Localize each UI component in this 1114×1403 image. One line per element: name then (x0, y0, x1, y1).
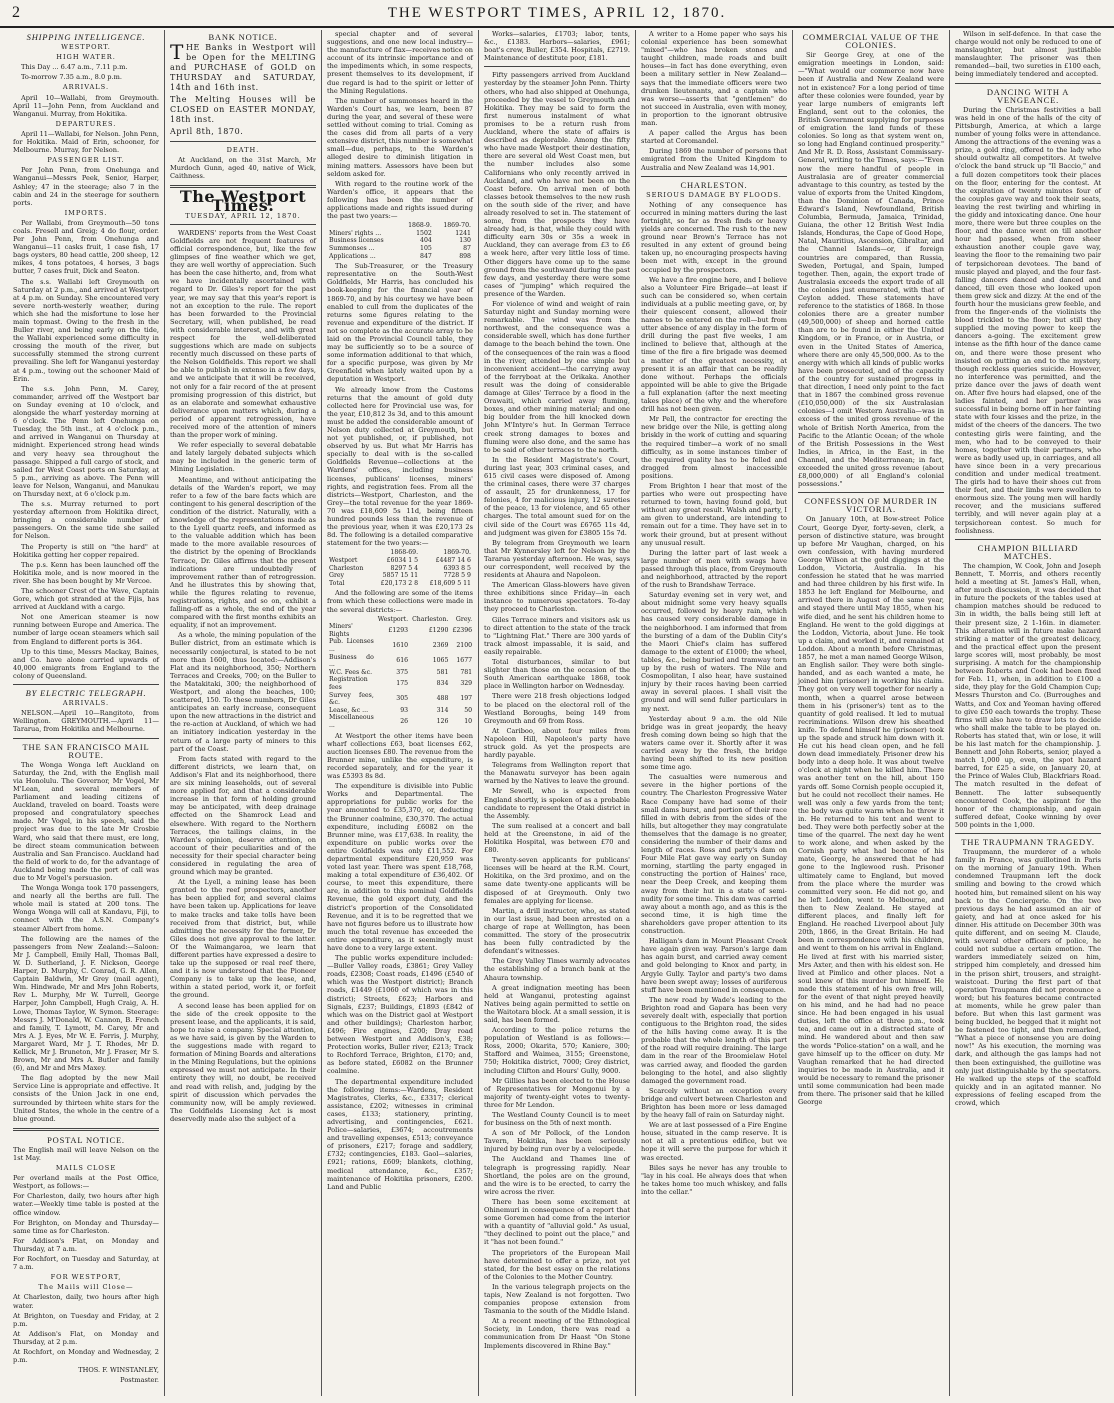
bank-notice-body: HE Banks in Westport will be Open for the MELTING and PURCHASE of GOLD on THURSDAY and SATURDAY, 14th and 16th inst. (170, 43, 316, 93)
news-paragraph: According to the police returns the population of Westland is as follows:—Ross, 2000; Okarita, 570; Kaniere, 300; Stafford and Waimea, 3155; Greenstone, 750; Hokitika district, 7000; Grey district, including Clifton and Hours' Gully, 9000. (484, 1026, 630, 1075)
article-paragraph: We are at last possessed of a Fire Engine house, situated in the camp reserve. It is not at all a pretentious edifice, but we hope it will serve the purpose for which it was erected. (641, 1121, 787, 1162)
postal-text: The English mail will leave Nelson on the 1st May. (13, 1145, 159, 1162)
arrivals-text: April 10—Wallabi, from Greymouth. April 11—John Penn, from Auckland and Wanganui. Murray, from Hokitika. (13, 93, 159, 118)
news-paragraph: Mr Sewell, who is expected from England shortly, is spoken of as a probable candidate to represent the Otaki district in the Assembly. (484, 787, 630, 820)
news-paragraph: Martin, a drill instructor, who, as stated in our last issue, had been arrested on a charge of rape at Wellington, has been committed. The story of the prosecutrix has been fully contradicted by the defendant's witnesses. (484, 906, 630, 956)
telegraph-text: NELSON.—April 10—Rangitoto, from Wellington. GREYMOUTH.—April 11—Tararua, from Hokitika and Melbourne. (13, 709, 159, 734)
news-paragraph: The proprietors of the European Mail have determined to offer a prize, not yet stated, for the best essay on the relations of the Colonies to the Mother Country. (484, 1248, 630, 1281)
news-paragraph: In the Resident Magistrate's Court, during last year, 303 criminal cases, and 615 civil cases were disposed of. Among the criminal cases, there were 37 charges of assault, 25 for drunkenness, 17 for felonies, 4 for malicious injury, 12 sureties of the peace, 13 for violence, and 65 other charges. The total amount sued for on the civil side of the Court was £6765 11s 4d, and judgment was given for £3805 15s 7d. (484, 455, 630, 537)
table-row: W.C. Fees &c. 375 581 781 (329, 668, 473, 676)
news-paragraph: In the various telegraph projects on the tapis, New Zealand is not forgotten. Two companies propose extension from Tasmania to the south of the Middle Island. (484, 1282, 630, 1316)
divider (955, 83, 1101, 84)
paper-nameplate: The Westport Times. (179, 187, 307, 215)
confession-article (798, 515, 944, 1106)
article-paragraph: Saturday evening set in very wet, and about midnight some very heavy squalls occurred, followed by heavy rain, which has caused very considerable damage in the neighborhood. I am informed that from the bursting of a dam of the Dublin City's the Maori Chief's claim has suffered damage to the extent of £1000; the wheel, tables, &c., being buried and tramway torn up by the rush of waters. The Nile and Cosmopolitan, I also hear, have sustained injury by their races having been carried away in several places. I shall visit the ground and will send fuller particulars in my next. (641, 591, 787, 713)
postal-text: At Addison's Flat, on Monday and Thursday, at 2 p.m. (13, 1329, 159, 1346)
bank-notice-text (170, 40, 316, 93)
news-paragraph: At Cariboo, about four miles from Napoleon Hill, Napoleon's party have struck gold. As yet the prospects are hardly payable. (484, 726, 630, 760)
section-heading-billiard: CHAMPION BILLIARD MATCHES. (977, 542, 1079, 561)
departures-heading: DEPARTURES. (55, 119, 117, 128)
news-paragraph: Fifty passengers arrived from Auckland yesterday by the steamer John Penn. Thirty others, who had also shipped at Onehunga, proceeded by the vessel to Greymouth and Hokitika. They may be said to form the first numerous instalment of what promises to be a return rush from Auckland, where the state of affairs is described as deplorable. Among the fifty who have made Westport their destination, there are several old West Coast men, but the number includes also some Californians who only recently arrived in Auckland, and who have not been on the Coast before. On arrival men of both classes betook themselves to the new rush on the south side of the river, and have already resolved to set in. The statement of some, from the prospects they have already had, is that, while they could with difficulty earn 30s or 35s a week in Auckland, they can average from £3 to £6 a week here, after very little loss of time. Other diggers have come up to the same ground from the southward during the past few days, and yesterday there were some cases of "jumping" which required the presence of the Warden. (484, 71, 630, 298)
newspaper-masthead (0, 0, 1114, 28)
column-1 (8, 30, 164, 1396)
table-row: Business licenses 404 130 (329, 237, 471, 245)
table-row: Total £20,173 2 8 £18,609 5 11 (329, 579, 471, 587)
news-paragraph: The American Glass-blowers have given three exhibitions since Friday—in each instance to numerous spectators. To-day they proceed to Charleston. (484, 581, 630, 614)
divider (170, 224, 316, 225)
leader-paragraph: At Westport the other items have been wharf collections £63, boat licenses £62, auction licenses £80. The revenue from the Brunner mine, unlike the expenditure, is recorded separately, and for the year it was £5393 8s 8d. (327, 731, 473, 781)
divider (955, 539, 1101, 540)
article-paragraph: The Wonga Wonga took 170 passengers, and nearly all the berths are full. The whole mail is stated at 200 tons. The Wonga Wonga will call at Kandavu, Fiji, to connect with the A.S.N. Company's steamer Albert from home. (13, 884, 159, 933)
leader-paragraph: We already know from the Customs returns that the amount of gold duty collected here for Provincial use was, for the year, £10,812 3s 3d, and to this amount must be added the considerable amount of Nelson duty collected at Greymouth, but not yet published, or, if published, not observed by us. But what Mr Harris has specially to deal with is the so-called Goldfields Revenue—collections at the Wardens' offices, including business licenses, publicans' licenses, miners' rights, and registration fees. From all the districts—Westport, Charleston, and the Grey—the total revenue for the year 1869-70 was £18,609 5s 11d, being fifteen hundred pounds less than the revenue of the previous year, when it was £20,173 2s 8d. The following is a detailed comparative statement for the two years:— (327, 385, 473, 548)
leader-paragraph: Works—salaries, £1703; labor, tents, &c., £1383. Harbors—salaries, £961; boat's crew, Buller, £354. Hospitals, £2719. Maintenance of destitute poor, £181. (484, 30, 630, 63)
bank-notice-text: The Melting Houses will be CLOSED on EASTER MONDAY, 18th inst. (170, 95, 316, 125)
article-paragraph: The champion, W. Cook, John and Joseph Bennett, T. Morris, and others recently held a meeting at St. James's Hall, when, after much discussion, it was decided that in future the pockets of the tables used at champion matches should be reduced to 3in in width, the balls being still left at their present size, 2 1-16in. in diameter. This alteration will in future make hazard striking a matter of the greatest delicacy, and the practical effect upon the present large scores will, most probably, be most surprising. A match for the championship between Roberts and Cook had been fixed for Feb. 11, when, in addition to £100 a side, they play for the Gold Champion Cup; Messrs Thurston and Co. (Burroughes and Watts, and Cox and Yeoman having offered to give £50 each towards the trophy. These firms will also have to draw lots to decide who shall make the table to be played on. Roberts has stated that, win or lose, it will be his last match for the championship. J. Bennett and John Roberts, senior, played a match 1,000 up, even, the spot hazard barred, for £25 a side, on January 20, at the Prince of Wales Club, Blackfriars Road. The match resulted in the defeat of Bennett. The latter subsequently encountered Cook, the aspirant for the honor of the championship, and again suffered defeat, Cooke winning by over 500 points in the 1,000. (955, 561, 1101, 829)
table-row: Grey 5857 15 11 7728 5 9 (329, 572, 471, 580)
news-paragraph: A great indignation meeting has been held at Wanganui, protesting against Natives being again permitted to settle on the Waitotara block. At a small session, it is said, has been formed. (484, 983, 630, 1024)
postal-text: At Rochfort, on Monday and Wednesday, 2 p.m. (13, 1347, 159, 1365)
leader-paragraph: At the Lyell, a mining lease has been granted to the reef prospectors, another has been applied for, and several claims have been taken up. Applications for leave to make tracks and take tolls have been received from that district, but, while admitting the necessity for the former, Dr Giles does not give approval to the latter. Of the Waimangaroa, we learn that different parties have expressed a desire to take up the supposed or real reef there, and it is now understood that the Pioneer Company is to take up the lease, and, within a stated period, work it, or forfeit the ground. (170, 878, 316, 1000)
shipping-news: Not one American steamer is now running between Europe and America. The number of large ocean steamers which sail from England to different ports is 364. (13, 613, 159, 646)
divider (484, 66, 630, 67)
table-row: Survey fees, &c. 305 488 197 (329, 691, 473, 707)
leader-paragraph: special chapter and of several suggestions, and one new local industry—the manufacture of flax—receives notice on account of its intrinsic importance and of the impediments which, in some respects, present themselves to its development, if due regard is had to the spirit or letter of the Mining Regulations. (327, 30, 473, 95)
table-row: Business do ... 616 1065 1677 (329, 653, 473, 669)
section-heading-bank: BANK NOTICE. (208, 32, 278, 42)
warden-applications-table (327, 222, 473, 260)
leader-paragraph: With regard to the routine work of the Warden's office, it appears that the following has been the number of applications made and rights issued during the past two years:— (327, 179, 473, 221)
article-paragraph: Wilson in self-defence. In that case the charge would not only be reduced to one of manslaughter, but almost justifiable manslaughter. The prisoner was then remanded—bail, two sureties in £100 each, being immediately tendered and accepted. (955, 30, 1101, 79)
postal-text: For Brighton, on Monday and Thursday—same time as for Charleston. (13, 1218, 159, 1235)
table-row: Pub. Licenses ... 1610 2369 2100 (329, 638, 473, 654)
column-3 (321, 30, 478, 1396)
table-header-row: 1868-9. 1869-70. (408, 222, 471, 230)
news-paragraph: There has been some excitement at Ohinemuri in consequence of a report that some Goremen had come from the interior with a quantity of "alluvial gold." As usual, "they declined to point out the place," and it "has not been found." (484, 1197, 630, 1247)
table-row: Miners' rights ... 1502 1241 (329, 229, 471, 237)
place-heading: WESTPORT. (61, 43, 111, 52)
columns (8, 30, 1106, 1396)
arrivals-heading: ARRIVALS. (62, 83, 110, 92)
news-paragraph: During 1869 the number of persons that emigrated from the United Kingdom to Australia and New Zealand was 14,901. (641, 147, 787, 172)
postal-text: For Addison's Flat, on Monday and Thursday, at 7 a.m. (13, 1236, 159, 1253)
article-paragraph: The casualties were numerous and severe in the higher portions of the country. The Charleston Progressive Water Race Company have had some of their small dams burst, and portion of their race filled in with debris from the sides of the hills, but altogether they may congratulate themselves that the damage is no greater, considering the number of their dams and length of races. Ross and party's dam on Four Mile Flat gave way early on Sunday morning, startling the party engaged in constructing the portion of Haines' race, near the Deep Creek, and keeping them away from their hut in a state of semi-nudity for some time. This dam was carried away about a month ago, and as this is the second time, it is high time the shareholders gave proper attention to its construction. (641, 773, 787, 936)
news-paragraph: Giles Terrace miners and visitors ask us to direct attention to the state of the track to "Lightning Flat." There are 300 yards of track almost impassable, it is said, and easily repairable. (484, 615, 630, 656)
leader-paragraph: WARDENS' reports from the West Coast Goldfields are not frequent features of official correspondence, but, like the few glimpses of fine weather which we get, they are well worthy of appreciation. Such has been the case hitherto, and, from what we have incidentally ascertained with regard to Dr. Giles's report for the past year, we may say that this year's report is not an exception to the rule. The report has been forwarded to the Provincial Secretary, will, when published, be read with considerable interest, and with great respect for the well-deliberated suggestions which are made on subjects recently much discussed on these parts of the Nelson Goldfields. This report we shall be able to publish in extenso in a few days, and we anticipate that it will be received, not only for a fair record of the at present promising progression of this district, but as an elaborate and somewhat exhaustive deliverance upon matters which, during a period of apparent retrogression, have received more of the attention of miners than the proper work of mining. (170, 228, 316, 440)
shipping-news: The s.s. John Penn, M. Carey, commander, arrived off the Westport bar on Sunday evening at 10 o'clock, and alongside the wharf yesterday morning at 6 o'clock. The Penn left Onehunga on Tuesday, the 5th inst., at 4 o'clock p.m., and arrived in Wanganui on Thursday at midnight. Experienced strong head winds and very heavy sea throughout the passage. Shipped a full cargo of stock, and sailed for West Coast ports on Saturday, at 5 p.m., arriving as above. The Penn will leave for Nelson, Wanganui, and Manukau on Thursday next, at 6 o'clock p.m. (13, 384, 159, 498)
high-water-tomorrow: To-morrow 7.35 a.m., 8.0 p.m. (21, 73, 122, 82)
mails-close-heading: MAILS CLOSE (55, 1164, 117, 1173)
passenger-text: Per John Penn, from Onehunga and Wanganui—Messrs Peek, Senior, Harper, Ashley; 47 in the steerage; also 7 in the cabin and 24 in the steerage for southern ports. (13, 166, 159, 207)
postmaster-role: Postmaster. (120, 1376, 159, 1385)
article-paragraph: Mr Pell, the contractor for erecting the new bridge over the Nile, is getting along briskly in the work of cutting and squaring the required timber—a work of no small difficulty, as in some instances timber of the required quality has to be felled and dragged from almost inaccessible positions. (641, 415, 787, 480)
high-water-heading: HIGH WATER. (56, 53, 116, 62)
high-water-today: This Day ... 6.47 a.m., 7.11 p.m. (21, 63, 128, 72)
article-paragraph: Sir George Grey, at one of the emigration meetings in London, said:—"What would our commerce now have been if Australia and New Zealand were not in existence? For a long period of time after these colonies were founded, year by year large numbers of emigrants left England, sent out to the colonies, the British Government supplying for purposes of emigration the land funds of these colonies. So long as that system went on, so long had England continued prosperity." And Mr R. D. Ross, Assistant Commissary-General, writing to the Times, says:—"Even now the mere handful of people in Australasia are of greater commercial advantage to this country, as tested by the value of exports from the United Kingdom, than the Dominion of Canada, Prince Edward's Island, Newfoundland, British Columbia, Bermuda, Jamaica, Trinidad, Guiana, the other 12 British West India Islands, Honduras, the Cape of Good Hope, Natal, Mauritius, Ascension, Gibraltar, and the Channel Islands—or, if foreign countries are compared, than Russia, Sweden, Portugal, and Spain, lumped together. Then, again, the export trade of Australasia exceeds the export trade of all the colonies just enumerated, with that of Ceylon added. These statements have reference to the statistics of 1868. In those colonies there are a greater number (49,500,000) of sheep and horned cattle than are to be found in either the United Kingdom, or in France, or in Austria, or even in the United States of America, where there are only 45,500,000. As to the energy with which all kinds of public works have been prosecuted, and of the capacity of the country for sustained progress in that direction, I need only point to the fact that in 1867 the combined gross revenue (£10,050,000) of the six Australasian colonies—I omit Western Australia—was in excess of the united gross revenue of the whole of British North America, from the Pacific to the Atlantic Ocean; of the whole of the British Possessions in the West Indies, in Africa, in the East, in the Channel, and the Mediterranean; in fact, exceeded the united gross revenue (about £8,000,000) of all England's colonial possessions." (798, 51, 944, 489)
news-paragraph: The Auckland and Thames line of telegraph is progressing rapidly. Near Shortland, the poles are on the ground, and the wire is to be erected, to carry the wire across the river. (484, 1155, 630, 1196)
section-heading-charleston: CHARLESTON. (680, 179, 748, 190)
imports-heading: IMPORTS. (64, 208, 108, 217)
article-paragraph: The new road by Wade's leading to the Brighton road and Gapara has been very severely dealt with, especially that portion contiguous to the Brighton road, the sides of the hills having come away. It is the probable that the whole length of this part of the road will require draining. The large dam in the rear of the Broomielaw Hotel was carried away, and flooded the garden belonging to the hotel, and also slightly damaged the government road. (641, 995, 787, 1085)
article-paragraph: Traupmann, the murderer of a whole family in France, was guillotined in Paris on the morning of January 19th. When condemned Traupmann left the dock smiling and bowing to the crowd which hooted him, but remained silent on his way back to the Conciergerie. On the two previous days he had assumed an air of gaiety, and had at once asked for his dinner. His attitude on December 30th was quite different, and on seeing M. Claude, with several other officers of police, he could not subdue a certain emotion. The warders immediately seized on him, stripped him completely, and dressed him in the prison shirt, trousers, and straight-waistcoat. During the first part of that operation Traupmann did not pronounce a word; but his features became contracted at moments, while he grew paler than before. But when this last garment was being buckled, he begged that it might not be fastened too tight, and then remarked, "What a piece of nonsense you are doing now!" As his execution, the morning was dark, and although the gas lamps had not then been extinguished, the guillotine was only just distinguishable by the spectators. He walked up the steps of the scaffold quickly and in an agitated manner. No expressions of feeling escaped from the crowd, which (955, 848, 1101, 1107)
column-2 (164, 30, 321, 1396)
divider (641, 176, 787, 177)
news-paragraph: The Westland County Council is to meet for business on the 5th of next month. (484, 1111, 630, 1128)
death-heading: DEATH. (226, 146, 260, 155)
shipping-news: The p.s. Kenn has been launched off the Hokitika mole, and is now moored in the river. She has been bought by Mr Vercoe. (13, 560, 159, 585)
news-paragraph: Mr Gillies has been elected to the House of Representatives for Mongonui by a majority of twenty-eight votes to twenty-three for Mr Lendon. (484, 1076, 630, 1109)
shipping-news: The s.s. Wallabi left Greymouth on Saturday at 2 p.m., and arrived at Westport at 4 p.m. on Sunday. She encountered very severe north-westerly weather, during which she had the misfortune to lose her main topmast. Owing to the fresh in the Buller river, and being early on the tide, the Wallabi experienced some difficulty in crossing the mouth of the river, but successfully stemmed the strong current prevailing. She left for Wanganui yesterday at 4 p.m., towing out the schooner Maid of Erin. (13, 277, 159, 383)
news-paragraph: By telegram from Greymouth we learn that Mr Kynnersley left for Nelson by the Tararua yesterday afternoon. He was, says our correspondent, well received by the residents at Ahaura and Napoleon. (484, 538, 630, 580)
table-header-row: Westport. Charleston. Grey. (377, 615, 473, 623)
divider (955, 833, 1101, 834)
leader-paragraph: The departmental expenditure included the following items:—Wardens, Resident Magistrates, Clerks, &c., £3317; clerical assistance, £202; witnesses in criminal cases, £133; stationery, printing, advertising, and contingencies, £621. Police—salaries, £3674; accoutrements and travelling expenses, £513; conveyance of prisoners, £217; forage and saddlery, £732; contingencies, £183. Gaol—salaries, £921; rations, £609; blankets, clothing, medical attendance, &c., £357; maintenance of Hokitika prisoners, £200. Land and Public (327, 1077, 473, 1191)
article-paragraph: Scarcely without an exception every bridge and culvert between Charleston and Brighton has been more or less damaged by the heavy fall of rain on Saturday night. (641, 1086, 787, 1120)
news-paragraph: The Grey Valley Times warmly advocates the establishing of a branch bank at the Ahaura township. (484, 957, 630, 982)
telegraph-arrivals-heading: ARRIVALS. (62, 699, 110, 708)
leader-paragraph: A second lease has been applied for on the side of the creek opposite to the present lease, and the applicants, it is said, hope to raise a company. Special attention, as we have said, is given by the Warden to the suggestions made with regard to formation of Mining Boards and alterations in the Mining Regulations, but the opinions expressed we must not anticipate. In their entirety they will, no doubt, be received and read with relish, and, judging by the spirit of discussion which pervades the community now, will be amply reviewed. The Goldfields Licensing Act is most deservedly made also the subject of a (170, 1001, 316, 1123)
table-row: Applications ... 847 898 (329, 252, 471, 260)
article-paragraph: During the Christmas festivities a ball was held in one of the halls of the city of Pittsburgh, America, at which a large number of young folks were in attendance. Among the attractions of the evening was a prize, a gold ring, offered to the lady who should outwaltz all competitors. At twelve o'clock the band struck up "Il Baccio," and a full dozen competitors took their places on the floor, entering for the contest. At the expiration of twenty minutes four of the couples gave way and took their seats, leaving the rest twirling and whirling in the giddy and intoxicating dance. One hour more, there were but three couples on the floor, and the dance went on till another hour had passed, when from sheer exhaustion another couple gave way, leaving the floor to the remaining two pair of terpsichorean devotees. The band of music played and played, and the four fast-falling dancers danced and danced and danced, till even those who looked upon them grew sick and dizzy. At the end of the fourth hour the musicians grew feeble, and from the finger-ends of the violinists the blood trickled to the floor; but still they supplied the moving power to keep the dancers a-going. The excitement grew intense as the fifth hour of the dance came on, and there were those present who insisted on putting an end to the mystery, though reckless queries suicide. However, no interference was permitted, and the prize dance over the jaws of death went on. After five hours had elapsed, one of the ladies fainted, and her partner was successful in being borne off in her fainting state with four kisses and the prize, in the midst of the cheers of the dancers. The two contesting girls were fainting, and the men, who had to be conveyed to their homes, together with their partners, who were as badly used up, in carriages, and all have since been in a very precarious condition and under medical treatment. The girls had to have their shoes cut from their feet, and their limbs were swollen to enormous size. The young men will hardly recover, and the musicians suffered terribly, and will never again play at a terpsichorean contest. So much for foolishness. (955, 105, 1101, 535)
table-row: Miners' Rights £1293 £1290 £2396 (329, 623, 473, 638)
table-row: Westport £6034 1 5 £4487 14 6 (329, 557, 471, 564)
divider (798, 492, 944, 493)
article-paragraph: The Wonga Wonga left Auckland on Saturday, the 2nd, with the English mail via Honolulu. The Governor, Mr Vogel, Mr M'Lean, and several members of Parliament and leading citizens of Auckland, traveled on board. Toasts were proposed and congratulatory speeches made. Mr Vogel, in his speech, said the project was due to the late Mr Crosbie Ward, who said that there must, ere long, be direct steam communication between Australia and San Francisco. Auckland had the field of work to do, for the advantage of Auckland being made the port of call was due to Mr Vogel's persuasion. (13, 760, 159, 882)
article-paragraph: From Brighton I hear that most of the parties who were out prospecting have returned to town, having found gold, but without any great result. Walsh and party, I am given to understand, are intending to remain out for a time. They have set in to work their ground, but at present without any unusual result. (641, 481, 787, 547)
departures-text: April 11—Wallabi, for Nelson. John Penn, for Hokitika. Maid of Erin, schooner, for Melbourne. Murray, for Nelson. (13, 129, 159, 155)
news-paragraph: Telegrams from Wellington report that the Manawatu surveyor has been again warned by the Natives to leave the ground. (484, 761, 630, 786)
section-heading-telegraph: BY ELECTRIC TELEGRAPH. (25, 688, 147, 699)
divider (13, 738, 159, 739)
leader-paragraph: And the following are some of the items from which these collections were made in the several districts:— (327, 589, 473, 614)
news-paragraph: At a recent meeting of the Ethnological Society, in London, there was read a communication from Dr Haast "On Stone Implements discovered in Rhine Bay." (484, 1317, 630, 1350)
article-paragraph: During the latter part of last week a large number of men with swags have passed through this place, from Greymouth and neighborhood, attracted by the report of the rush to Brandshaw Terrace. (641, 548, 787, 590)
page-number: 2 (12, 4, 20, 21)
shipping-news: The schooner Crest of the Wave, Captain Gore, which got stranded at the Fijis, has arrived at Auckland with a cargo. (13, 587, 159, 612)
revenue-comparison-table (327, 549, 473, 587)
section-heading-dancing: DANCING WITH A VENGEANCE. (986, 86, 1070, 105)
leader-paragraph: The Sub-Treasurer, or the Treasury representative on the South-West Goldfields, Mr Harris, has concluded his book-keeping for the financial year of 1869-70, and by his courtesy we have been enabled to cull from the duplicates of the returns some figures relating to the revenue and expenditure of the district. If not so complete as the accurate array to be laid on the Provincial Council table, they may be sufficiently so to be a source of some information additional to that which, for a specific purpose, was given by Mr Greenfield when lately waited upon by a deputation in Westport. (327, 262, 473, 384)
section-heading-san-francisco: THE SAN FRANCISCO MAIL ROUTE. (22, 741, 150, 760)
article-paragraph: Yesterday about 9 a.m. the old Nile bridge was in great jeopardy, the heavy fresh coming down being so high that the waters came over it. Shortly after it was carried away by the fresh, the bridge having been shifted to its new position some time ago. (641, 714, 787, 772)
local-news-list (484, 71, 630, 1349)
divider (13, 684, 159, 685)
table-row: Charleston 8297 5 4 6393 8 5 (329, 564, 471, 572)
table-row: Registration fees 175 834 329 (329, 676, 473, 691)
shipping-news: The Property is still on "the hard" at Hokitika getting her copper repaired. (13, 542, 159, 559)
bank-notice-date: April 8th, 1870. (170, 127, 244, 137)
divider (13, 1128, 159, 1131)
charleston-subheading: SERIOUS DAMAGE BY FLOODS. (646, 190, 782, 199)
drop-cap: T (170, 40, 184, 65)
table-header-row: 1868-69. 1869-70. (390, 549, 471, 557)
commercial-value-article (798, 51, 944, 488)
section-heading-shipping: SHIPPING INTELLIGENCE. (26, 32, 146, 42)
shipping-news: Up to this time, Messrs Mackay, Baines, and Co. have alone carried upwards of 40,000 emigrants from England to the colony of Queensland. (13, 647, 159, 680)
newspaper-title: THE WESTPORT TIMES, APRIL 12, 1870. (387, 5, 727, 21)
postal-text: For Rochfort, on Tuesday and Saturday, at 7 a.m. (13, 1255, 159, 1272)
section-heading-confession: CONFESSION OF MURDER IN VICTORIA. (804, 496, 938, 515)
postal-text: Per overland mails at the Post Office, Westport, as follows:— (13, 1174, 159, 1191)
divider (170, 141, 316, 142)
section-heading-postal: POSTAL NOTICE. (47, 1134, 125, 1145)
imports-text: Per Wallabi, from Greymouth—50 tons coals. Fresell and Greig; 4 do flour, order. Per John Penn, from Onehunga and Wanganui—11 casks fruit, 1 case fish, 17 bags oysters, 80 head cattle, 200 sheep, 12 mikes, 4 tons potatoes, 4 horses, 3 bags butter, 7 cases fruit, Dick and Seaton. (13, 218, 159, 276)
column-7 (949, 30, 1106, 1396)
news-paragraph: There were 218 fresh objections lodged to be placed on the electoral roll of the Westland Boroughs, being 149 from Greymouth and 69 from Ross. (484, 692, 630, 725)
article-paragraph: Biles says he never has any trouble to "lay in his coal. He always does that when he takes home too much whiskey, and falls into the cellar." (641, 1163, 787, 1196)
table-row: Lease, &c ... 93 314 50 (329, 706, 473, 714)
news-paragraph: A paper called the Argus has been started at Coromandel. (641, 129, 787, 146)
article-paragraph: Halligan's dam in Mount Pleasant Creek have again given way. Parson's large dam has again burst, and carried away cement and gold belonging to Knox and party, in Argyle Gully. Taylor and party's two dams have been swept away; losses of auriferous stuff have been mentioned in consequence. (641, 937, 787, 994)
charleston-article (641, 201, 787, 1196)
leader-paragraph: The expenditure is divisible into Public Works and Departmental. The appropriations for public works for the year amounted to £35,370, or, deducting the Brunner coalmine, £30,370. The actual expenditure, including £6082 on the Brunner mine, was £17,638. In reality, the expenditure on public works over the entire Goldfields was only £11,552. For departmental expenditure £20,959 was voted last year. There was spent £18,768, making a total expenditure of £36,402. Of course, to meet this expenditure, there are, in addition to this nominal Goldfields Revenue, the gold export duty, and the district's proportion of the Consolidated Revenue, and it is to be regretted that we have not figures before us to illustrate how much the total revenue has exceeded the entire expenditure, as it seemingly must have done to a very large extent. (327, 782, 473, 952)
column-4 (478, 30, 635, 1396)
leader-paragraph: We refer especially to several debatable and lately largely debated subjects which may be included in the generic term of Mining Legislation. (170, 441, 316, 474)
death-notice: At Auckland, on the 31st March, Mr Murdoch Gunn, aged 40, native of Wick, Caithness. (170, 156, 316, 181)
section-heading-commercial-value: COMMERCIAL VALUE OF THE COLONIES. (802, 32, 940, 51)
passenger-heading: PASSENGER LIST. (47, 156, 125, 165)
leader-paragraph: From facts stated with regard to the different districts, we learn that, on Addison's Flat and its neighborhood, there are six mining leaseholds, out of several more applied for, and that a considerable increase in that form of holding ground may be anticipated, with deep drainage effected on the Shamrock Lead and elsewhere. With regard to the Northern Terraces, the tailings claims, in the Warden's opinion, deserve attention, on account of their peculiarities and of the necessity for their special character being considered in regulating the area of ground which may be granted. (170, 754, 316, 877)
article-paragraph: On January 10th, at Bow-street Police Court, George Dyer, forty-seven, clerk, a person of distinctive stature, was brought up before Mr Vaughan, charged, on his own confession, with having murdered George Wilson at the gold diggings at the Loddon, Victoria, Australia. In his confession he stated that he was married and had three children by his first wife. In 1853 he left England for Melbourne, and arrived there in August of the same year, and stayed there until May 1855, when his wife died, and he sent his children home to England. He went to the gold diggings at the Loddon, Victoria, about June. He took up a claim, and worked it, and remained at Loddon. About a month before Christmas, 1857, he met a man named George Wilson, an English sailor. They were both single-handed, and as each wanted a mate, he joined him (prisoner) in working his claim. They got on very well together for nearly a month, when a quarrel arose between them in his (prisoner's) tent as to the quantity of gold realised. It led to mutual recriminations. Wilson drew his sheathed knife. To defend himself he (prisoner) took up the spade and struck him down with it. He cut his head clean open, and he fell down dead immediately. Prisoner drew his body into a deep hole. It was about twelve o'clock at night when he killed him. There was another tent on the hill, about 150 yards off. Some Cornish people occupied it, but he could not recollect their names. He well was only a few yards from the tent; the body was quite warm when he threw it in. He returned to his tent and went to bed. They were both perfectly sober at the time of the quarrel. The next day he went to work alone, and when asked by the Cornish party what had become of his mate, George, he answered that he had gone to the Inglewood rush. Prisoner ultimately came to England, but moved from the place where the murder was committed very soon. He did not go, and he left Loddon, went to Melbourne, and then to New Zealand. He stayed at different places, and finally left for England. He reached Liverpool about July 20th, 1866, in the Great Britain. He had been in correspondence with his children, and went to them on his arrival in England. He lived at first with his married sister, Mrs Axter, and then with his eldest son. He lived at Pimlico and other places. Not a soul knew of this murder but himself. He made this statement of his own free will, for the event of that night preyed heavily on his mind, and he had had no peace since. He had been engaged in his usual duties, left the office at three p.m., took tea, and came out in a distracted state of mind. He wandered about and then saw the words "Police-station" on a wall, and he gave himself up to the officer on duty. Mr Vaughan remarked that he had directed inquiries to be made in Australia, and it would be necessary to remand the prisoner until some communication had been made from there. The prisoner said that he killed George (798, 515, 944, 1107)
news-paragraph: Twenty-seven applicants for publicans' licenses will be heard at the R.M. Court, Hokitika, on the 3rd proximo, and on the same date twenty-one applicants will be disposed of at Greymouth. Only two females are applying for license. (484, 856, 630, 905)
postal-text: At Brighton, on Tuesday and Friday, at 2 p.m. (13, 1311, 159, 1328)
district-items-table (327, 616, 474, 730)
news-paragraph: The sum realised at a concert and ball held at the Greenstone, in aid of the Hokitika Hospital, was between £70 and £80. (484, 821, 630, 855)
table-row: Summonses ... 105 87 (329, 244, 471, 252)
article-paragraph: The flag adopted by the new Mail Service Line is appropriate and effective. It consists of the Union Jack in one end, surrounded by thirteen white stars for the United States, the whole in the centre of a blue ground. (13, 1074, 159, 1123)
news-list (641, 30, 787, 172)
leader-paragraph: The public works expenditure included:—Buller Valley roads, £3861; Grey Valley roads, £2308; Coast roads, £1496 (£540 of which was the Westport district); Branch roads, £1449 (£1060 of which was in this district); Streets, £623; Harbors and Signals, £237; Buildings, £1893 (£842 of which was on the District gaol at Westport and other buildings); Charleston harbor, £496; Fire engines, £200; Dray road between Westport and Addison's, £38; Protection works, Buller river, £213; Track to Rochford Terrace, Brighton, £170; and, as before stated, £6082 on the Brunner coalmine. (327, 954, 473, 1076)
table-row: Miscellaneous ... 26 126 10 (329, 714, 473, 729)
postmaster-signature: THOS. F. WINSTANLEY, (78, 1366, 159, 1375)
for-westport-subheading: The Mails will Close— (38, 1283, 134, 1292)
article-paragraph: Nothing of any consequence has occurred in mining matters during the last fortnight, so far as fresh finds or heavy yields are concerned. The rush to the new ground near Brown's Terrace has not resulted in any extent of ground being taken up, no encouraging prospects having been met with, except in the ground occupied by the prospectors. (641, 200, 787, 274)
for-westport-heading: FOR WESTPORT, (50, 1273, 122, 1282)
column-5 (635, 30, 792, 1396)
article-paragraph: The following are the names of the passengers from New Zealand:—Saloon: Mr J. Campbell, Emily Hall, Thomas Ball, W. D. Sutherland, J. F. Nickson, George Harper, D. Murphy, C. Conrad, G. R. Allen, Captain Baldwin, Mr Grey (mail agent), Wm. Hindwade, Mr and Mrs John Roberts, Rev L. Murphy, Mr W. Turrell, George Harper, John Campbell, Hugh Craig, A. H. Lowe, Thomas Taylor, W. Symon. Steerage: Messrs J. M'Donald, W. Cannon, B. French and family, T. Lymott, M. Carey, Mr and Mrs A. J. Eyes, Mr W. E. Ferris, J. Murphy, Margaret Ward, Mr J. T. Rhodes, Mr D. Kellick, Mr J. Bruneton, Mr J. Fraser, Mr S. Brown, Mr and Mrs A. Butler and family (6), and Mr and Mrs Maxey. (13, 934, 159, 1073)
postal-text: At Charleston, daily, two hours after high water. (13, 1293, 159, 1310)
leader-paragraph: Meantime, and without anticipating the details of the Warden's report, we may refer to a few of the bare facts which are contingent to his general description of the condition of the district. Naturally, with a knowledge of the representations made as to the Lyell quartz reefs, and informed as to the valuable addition which has been made to the more available resources of the district by the opening of Brocklands Terrace, Dr. Giles affirms that the present indications are undoubtedly of improvement rather than of retrogression. And he illustrates this by showing that, while the figures relating to revenue, registrations, rights, and so on, exhibit a falling-off as a whole, the end of the year compared with the first months exhibits an equality, if not an improvement. (170, 475, 316, 630)
section-heading-traupmann: THE TRAUPMANN TRAGEDY. (961, 837, 1095, 847)
leader-paragraph: The number of summonses heard in the Warden's Court has, we learn, been 87 during the year, and several of these were settled without coming to trial. Coming as the cases did from all parts of a very extensive district, this number is somewhat small—due, perhaps, to the Warden's alleged desire to diminish litigation in mining matters. Assessors have been but seldom asked for. (327, 96, 473, 178)
postal-text: For Charleston, daily, two hours after high water.—Weekly time table is posted at the office window. (13, 1192, 159, 1217)
shipping-news: The s.s. Murray returned to port yesterday afternoon from Hokitika direct, bringing a considerable number of passengers. On the same tide she sailed for Nelson. (13, 500, 159, 541)
article-paragraph: We have a fire engine here, and I believe also a Volunteer Fire Brigade—at least if such can be considered so, when certain individuals at a public meeting gave, or, by their quiescent consent, allowed their names to be entered on the roll—but from utter absence of any display in the form of drill during the past five weeks, I am inclined to believe that, although at the time of the fire a fire brigade was deemed a matter of the greatest necessity, at present it is an affair that can be readily done without. Perhaps the officials appointed will be able to give the Brigade a full explanation (after the next meeting takes place) of the why and the wherefore drill has not been given. (641, 275, 787, 414)
leader-paragraph: As a whole, the mining population of the Buller district, from an estimate which is necessarily conjectural, is stated to be not more than 1600, thus located:—Addison's Flat and its neighborhood, 350; Northern Terraces and Creeks, 700; on the Buller to the Matakitaki, 300; the neighborhood of Westport, and along the beaches, 100; scattered, 150. To these numbers, Dr Giles anticipates an early increase, consequent upon the new attractions in the district and the re-action at Auckland, of which we had an initiatory indication yesterday in the return of a large party of miners to this part of the Coast. (170, 631, 316, 753)
paper-date: TUESDAY, APRIL 12, 1870. (185, 211, 301, 220)
news-paragraph: Total disturbances, similar to but slighter than those on the occasion of the South American earthquake 1868, took place in Wellington harbor on Wednesday. (484, 658, 630, 691)
column-6 (792, 30, 949, 1396)
news-paragraph: A son of Mr Pollock, of the London Tavern, Hokitika, has been seriously injured by being run over by a velocipede. (484, 1129, 630, 1154)
news-paragraph: For violence of wind and weight of rain Saturday night and Sunday morning were remarkable. The wind was from the northwest, and the consequence was a considerable swell, which has done further damage to the beach behind the town. One of the consequences of the rain was a flood in the river, attended by one simple but inconvenient accident—the carrying away of the ferryboat at the Orikaka. Another result was the doing of considerable damage at Giles' Terrace by a flood in the Orawaiti, which carried away fluming, boxes, and other mining material; and one big boulder from the hill knocked down John M'Intyre's hut. In German Terrace creek strong damages to boxes and fluming were also done, and the same has to be said of other terraces to the north. (484, 300, 630, 454)
news-paragraph: A writer to a Home paper who says his colonial experience has been somewhat "mixed"—who has broken stones and taught children, made roads and built houses—in fact has done everything, even been a military settler in New Zealand—says that the immediate officers were two drunken lieutenants, and a captain who was worse—asserts that "gentlemen" do not succeed in Australia, even with money, in proportion to the ignorant obtrusive man. (641, 30, 787, 128)
